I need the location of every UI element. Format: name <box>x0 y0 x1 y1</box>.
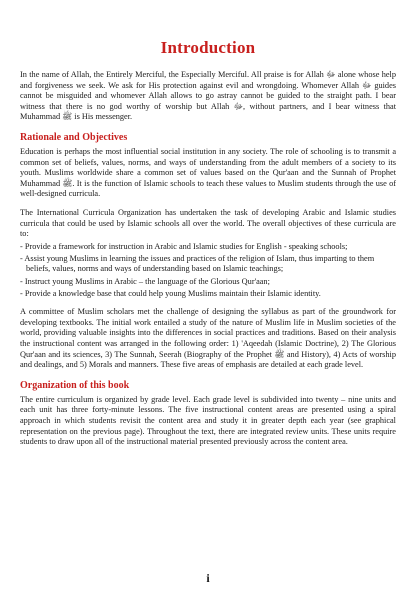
page-title: Introduction <box>160 38 256 57</box>
organization-paragraph: The entire curriculum is organized by grade level. Each grade level is subdivided into twenty – nine units and each unit has three forty-minute lessons. The five instructional content areas are presented using a spiral approach in which students revisit the content area and study it in greater depth each year (see graphical representation on the previous page). Throughout the text, there are integrated review units. These units require students to draw upon all of the instructional material presented previously across the content area. <box>20 394 396 447</box>
objective-item: - Provide a knowledge base that could help young Muslims maintain their Islamic identity. <box>20 288 321 298</box>
objective-item: - Instruct young Muslims in Arabic – the language of the Glorious Qur'aan; <box>20 276 270 286</box>
page-number: i <box>206 571 210 585</box>
rationale-paragraph-2: The International Curricula Organization has undertaken the task of developing Arabic and Islamic studies curricula that could be used by Islamic schools all over the world. The overall objectives of these curricula are to: <box>20 207 396 239</box>
intro-paragraph: In the name of Allah, the Entirely Merciful, the Especially Merciful. All praise is for Allah ﷻ alone whose help and forgiveness we seek. We ask for His protection against evil and wrongdoing. Whomever Allah ﷻ guides cannot be misguided and whomever Allah allows to go astray cannot be guided to the straight path. I bear witness that there is no god worthy of worship but Allah ﷻ, without partners, and I bear witness that Muhammad ﷺ is His messenger. <box>20 70 397 122</box>
objective-item: - Assist young Muslims in learning the issues and practices of the religion of Islam, thus imparting to them beliefs, values, norms and ways of understanding based on Islamic teachings; <box>20 253 375 274</box>
rationale-heading: Rationale and Objectives <box>20 131 128 143</box>
organization-heading: Organization of this book <box>20 379 130 391</box>
objective-item: - Provide a framework for instruction in Arabic and Islamic studies for English - speaking schools; <box>20 241 348 251</box>
rationale-paragraph-3: A committee of Muslim scholars met the challenge of designing the syllabus as part of the groundwork for developing textbooks. The initial work entailed a study of the nature of Muslim life in Muslim societies of the world, providing valuable insights into the differences in social practices and traditions. Based on their analysis the instructional content was arranged in the following order: 1) 'Aqeedah (Islamic Doctrine), 2) The Glorious Qur'aan and its sciences, 3) The Sunnah, Seerah (Biography of the Prophet ﷺ and History), 4) Acts of worship and dealings, and 5) Morals and manners. These five areas of emphasis are detailed at each grade level. <box>20 307 397 370</box>
objectives-list <box>20 242 396 299</box>
rationale-paragraph-1: Education is perhaps the most influential social institution in any society. The role of schooling is to transmit a common set of beliefs, values, norms, and ways of understanding from the adult members of a society to its youth. Muslims worldwide share a common set of values based on the Qur'aan and the Sunnah of Prophet Muhammad ﷺ. It is the function of Islamic schools to teach these values to Muslim students through the use of well-designed curricula. <box>20 146 396 199</box>
